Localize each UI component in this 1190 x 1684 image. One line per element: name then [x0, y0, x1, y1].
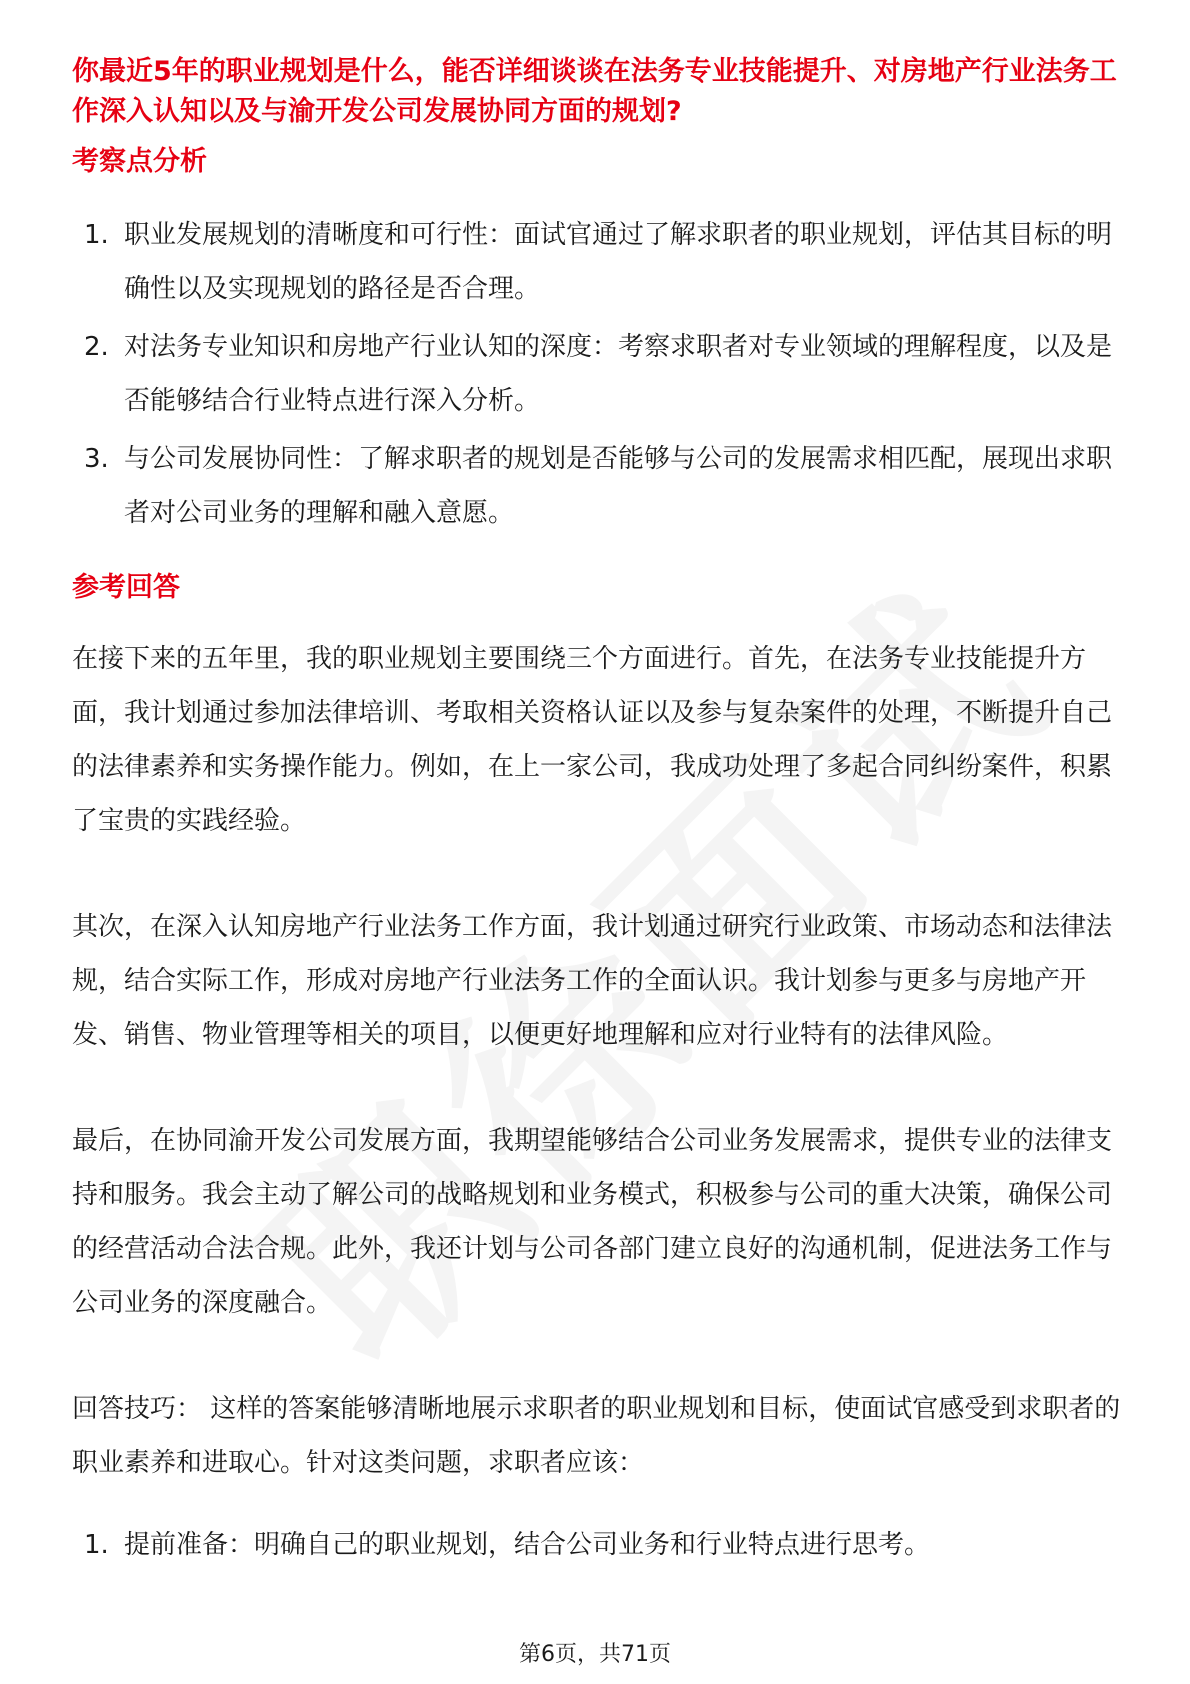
list-number: 1. — [84, 1530, 109, 1560]
list-number: 1. — [84, 220, 109, 250]
list-number: 3. — [84, 444, 109, 474]
analysis-item — [72, 320, 1122, 428]
page-content — [72, 52, 1122, 1576]
answer-paragraph-3: 最后，在协同渝开发公司发展方面，我期望能够结合公司业务发展需求，提供专业的法律支持和服务。我会主动了解公司的战略规划和业务模式，积极参与公司的重大决策，确保公司的经营活动合法合规。此外，我还计划与公司各部门建立良好的沟通机制，促进法务工作与公司业务的深度融合。 — [72, 1126, 1113, 1318]
answer-paragraph-1: 在接下来的五年里，我的职业规划主要围绕三个方面进行。首先，在法务专业技能提升方面，我计划通过参加法律培训、考取相关资格认证以及参与复杂案件的处理，不断提升自己的法律素养和实务操作能力。例如，在上一家公司，我成功处理了多起合同纠纷案件，积累了宝贵的实践经验。 — [72, 644, 1113, 836]
tips-list — [72, 1518, 1122, 1572]
tip-item — [72, 1518, 1122, 1572]
answer-tips: 回答技巧： 这样的答案能够清晰地展示求职者的职业规划和目标，使面试官感受到求职者的职业素养和进取心。针对这类问题，求职者应该： — [72, 1394, 1121, 1478]
analysis-section-title: 考察点分析 — [72, 146, 207, 177]
analysis-item — [72, 432, 1122, 540]
page-footer: 第6页，共71页 — [519, 1642, 671, 1667]
analysis-list — [72, 208, 1122, 540]
analysis-item-text: 对法务专业知识和房地产行业认知的深度：考察求职者对专业领域的理解程度，以及是否能够结合行业特点进行深入分析。 — [124, 332, 1113, 416]
tip-item-text: 提前准备：明确自己的职业规划，结合公司业务和行业特点进行思考。 — [124, 1530, 931, 1560]
list-number: 2. — [84, 332, 109, 362]
analysis-item-text: 与公司发展协同性：了解求职者的规划是否能够与公司的发展需求相匹配，展现出求职者对公司业务的理解和融入意愿。 — [124, 444, 1113, 528]
question-heading: 你最近5年的职业规划是什么，能否详细谈谈在法务专业技能提升、对房地产行业法务工作深入认知以及与渝开发公司发展协同方面的规划? — [72, 56, 1117, 127]
answer-section-title: 参考回答 — [72, 572, 180, 603]
analysis-item — [72, 208, 1122, 316]
analysis-item-text: 职业发展规划的清晰度和可行性：面试官通过了解求职者的职业规划，评估其目标的明确性以及实现规划的路径是否合理。 — [124, 220, 1113, 304]
answer-paragraph-2: 其次，在深入认知房地产行业法务工作方面，我计划通过研究行业政策、市场动态和法律法规，结合实际工作，形成对房地产行业法务工作的全面认识。我计划参与更多与房地产开发、销售、物业管理等相关的项目，以便更好地理解和应对行业特有的法律风险。 — [72, 912, 1113, 1050]
